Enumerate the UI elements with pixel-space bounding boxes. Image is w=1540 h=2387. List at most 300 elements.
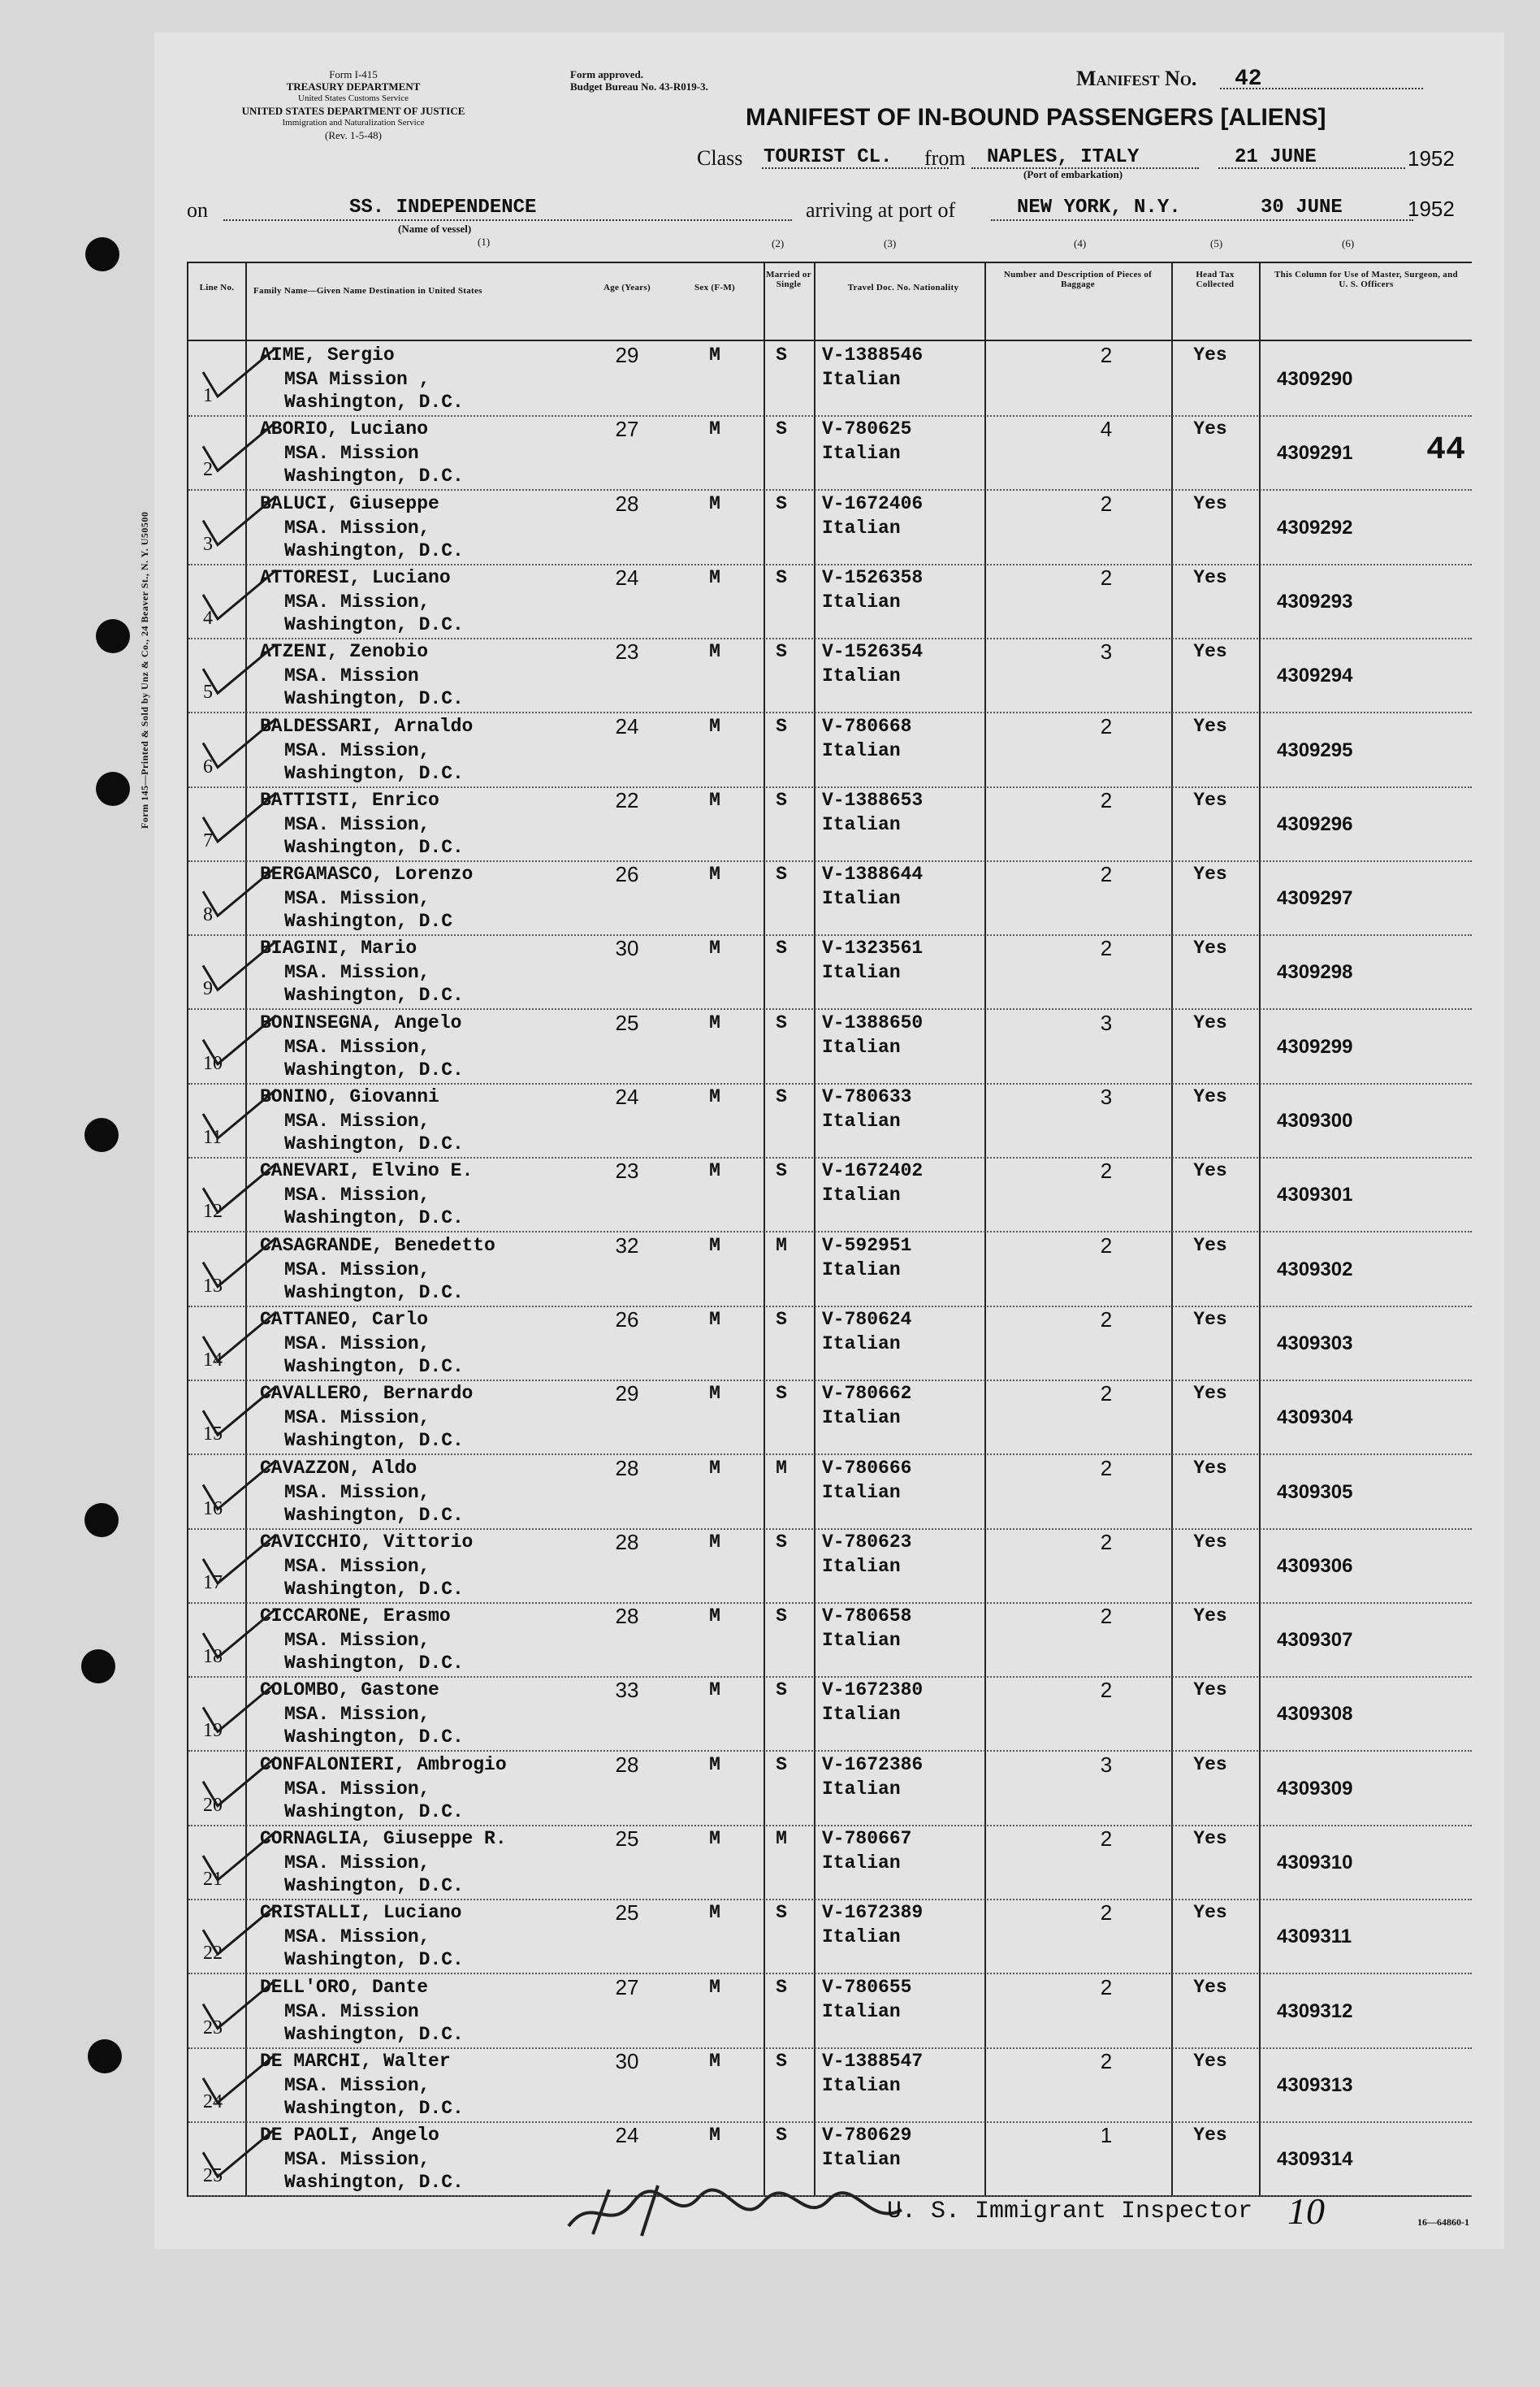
- nationality: Italian: [822, 1704, 901, 1726]
- destination-line-1: MSA. Mission,: [284, 1778, 430, 1800]
- table-row: [188, 1083, 1472, 1159]
- officer-number: 4309302: [1277, 1258, 1353, 1280]
- nationality: Italian: [822, 443, 901, 465]
- passenger-name: CAVICCHIO, Vittorio: [260, 1531, 474, 1553]
- destination-line-1: MSA. Mission,: [284, 813, 430, 835]
- passenger-sex: M: [709, 418, 720, 440]
- travel-doc-number: V-1526354: [822, 641, 924, 663]
- marital-status: S: [776, 2050, 787, 2072]
- destination-line-2: Washington, D.C.: [284, 1430, 464, 1452]
- passenger-sex: M: [709, 864, 720, 886]
- destination-line-2: Washington, D.C.: [284, 1207, 464, 1229]
- line-number: 5: [203, 682, 213, 704]
- baggage-count: 2: [1100, 1232, 1113, 1258]
- passenger-sex: M: [709, 1383, 720, 1405]
- travel-doc-number: V-1672380: [822, 1679, 924, 1701]
- destination-line-1: MSA. Mission,: [284, 2074, 430, 2096]
- baggage-count: 3: [1100, 639, 1113, 665]
- nationality: Italian: [822, 1778, 901, 1800]
- baggage-count: 2: [1100, 1159, 1113, 1184]
- baggage-count: 2: [1100, 1974, 1113, 1999]
- nationality: Italian: [822, 591, 901, 613]
- signature: [560, 2177, 910, 2246]
- head-tax: Yes: [1193, 1160, 1227, 1182]
- passenger-name: BALDESSARI, Arnaldo: [260, 715, 474, 737]
- ins-service: Immigration and Naturalization Service: [282, 118, 425, 128]
- destination-line-1: MSA. Mission,: [284, 591, 430, 613]
- passenger-sex: M: [709, 1605, 720, 1627]
- destination-line-1: MSA. Mission,: [284, 1185, 430, 1206]
- head-tax: Yes: [1193, 789, 1227, 811]
- officer-number: 4309312: [1277, 1999, 1353, 2022]
- col-num-2: (2): [772, 237, 785, 249]
- head-tax: Yes: [1193, 1234, 1227, 1256]
- table-row: [188, 1899, 1472, 1974]
- line-number: 3: [203, 533, 213, 555]
- passenger-sex: M: [709, 938, 720, 960]
- handwritten-corner-number: 44: [1426, 432, 1466, 469]
- head-tax: Yes: [1193, 1753, 1227, 1775]
- officer-number: 4309298: [1277, 961, 1353, 984]
- head-tax: Yes: [1193, 1902, 1227, 1924]
- baggage-count: 2: [1100, 1826, 1113, 1851]
- marital-status: S: [776, 715, 787, 737]
- passenger-table: [187, 262, 1472, 2197]
- destination-line-2: Washington, D.C.: [284, 1875, 464, 1896]
- destination-line-2: Washington, D.C.: [284, 1949, 464, 1971]
- passenger-name: ABORIO, Luciano: [260, 418, 429, 440]
- passenger-sex: M: [709, 789, 720, 811]
- officer-number: 4309305: [1277, 1480, 1353, 1503]
- vessel-dots: [223, 219, 792, 221]
- marital-status: S: [776, 641, 787, 663]
- table-row: [188, 1009, 1472, 1085]
- passenger-age: 25: [615, 1010, 639, 1035]
- col-header-tax: Head Tax Collected: [1196, 270, 1235, 289]
- nationality: Italian: [822, 665, 901, 687]
- passenger-sex: M: [709, 641, 720, 663]
- baggage-count: 4: [1100, 417, 1113, 442]
- form-block: [183, 68, 524, 141]
- marital-status: S: [776, 1012, 787, 1033]
- marital-status: S: [776, 1086, 787, 1107]
- passenger-sex: M: [709, 1976, 720, 1998]
- travel-doc-number: V-1526358: [822, 566, 924, 588]
- nationality: Italian: [822, 2000, 901, 2022]
- binder-hole: [96, 619, 130, 653]
- passenger-sex: M: [709, 1902, 720, 1924]
- officer-number: 4309297: [1277, 887, 1353, 910]
- marital-status: S: [776, 566, 787, 588]
- officer-number: 4309309: [1277, 1777, 1353, 1800]
- line-number: 18: [203, 1646, 223, 1668]
- passenger-age: 27: [615, 1974, 639, 1999]
- baggage-count: 2: [1100, 787, 1113, 812]
- line-number: 8: [203, 904, 213, 926]
- travel-doc-number: V-1323561: [822, 938, 924, 960]
- destination-line-2: Washington, D.C.: [284, 1504, 464, 1526]
- travel-doc-number: V-780625: [822, 418, 912, 440]
- passenger-age: 28: [615, 1455, 639, 1480]
- officer-number: 4309313: [1277, 2073, 1353, 2096]
- marital-status: M: [776, 1457, 787, 1479]
- line-number: 25: [203, 2165, 223, 2187]
- travel-doc-number: V-780655: [822, 1976, 912, 1998]
- line-number: 11: [203, 1127, 223, 1148]
- destination-line-1: MSA. Mission: [284, 443, 419, 465]
- binder-hole: [88, 2039, 122, 2073]
- baggage-count: 2: [1100, 1455, 1113, 1480]
- passenger-name: CAVALLERO, Bernardo: [260, 1383, 474, 1405]
- nationality: Italian: [822, 1555, 901, 1577]
- head-tax: Yes: [1193, 492, 1227, 514]
- port-dots: [991, 219, 1413, 221]
- marital-status: M: [776, 1828, 787, 1849]
- officer-number: 4309290: [1277, 368, 1353, 390]
- destination-line-1: MSA. Mission,: [284, 739, 430, 761]
- nationality: Italian: [822, 1481, 901, 1503]
- table-row: [188, 415, 1472, 491]
- binder-hole: [96, 772, 130, 806]
- travel-doc-number: V-780662: [822, 1383, 912, 1405]
- form-approval: [570, 68, 708, 93]
- marital-status: M: [776, 1234, 787, 1256]
- nationality: Italian: [822, 1332, 901, 1354]
- baggage-count: 2: [1100, 343, 1113, 367]
- vessel-name: SS. INDEPENDENCE: [349, 197, 537, 219]
- marital-status: S: [776, 1902, 787, 1924]
- treasury-dept: TREASURY DEPARTMENT: [286, 80, 421, 93]
- passenger-sex: M: [709, 1012, 720, 1033]
- travel-doc-number: V-780668: [822, 715, 912, 737]
- col-header-married: Married or Single: [766, 270, 811, 289]
- destination-line-2: Washington, D.C.: [284, 985, 464, 1007]
- nationality: Italian: [822, 1185, 901, 1206]
- head-tax: Yes: [1193, 1086, 1227, 1107]
- passenger-age: 24: [615, 1085, 639, 1109]
- aliens-label: [ALIENS]: [1220, 104, 1326, 131]
- destination-line-1: MSA. Mission,: [284, 1481, 430, 1503]
- baggage-count: 2: [1100, 1604, 1113, 1629]
- destination-line-2: Washington, D.C.: [284, 1726, 464, 1748]
- head-tax: Yes: [1193, 566, 1227, 588]
- table-row: [188, 1825, 1472, 1900]
- table-row: [188, 1306, 1472, 1381]
- passenger-sex: M: [709, 1234, 720, 1256]
- travel-doc-number: V-780629: [822, 2125, 912, 2147]
- nationality: Italian: [822, 1407, 901, 1429]
- head-tax: Yes: [1193, 864, 1227, 886]
- nationality: Italian: [822, 1111, 901, 1132]
- destination-line-1: MSA. Mission,: [284, 1258, 430, 1280]
- passenger-age: 24: [615, 565, 639, 590]
- marital-status: S: [776, 344, 787, 366]
- col-num-6: (6): [1342, 237, 1355, 249]
- line-number: 19: [203, 1720, 223, 1742]
- passenger-name: CRISTALLI, Luciano: [260, 1902, 462, 1924]
- officer-number: 4309295: [1277, 739, 1353, 761]
- baggage-count: 2: [1100, 936, 1113, 961]
- destination-line-2: Washington, D.C.: [284, 762, 464, 784]
- passenger-sex: M: [709, 1828, 720, 1849]
- table-row: [188, 1973, 1472, 2049]
- destination-line-1: MSA. Mission,: [284, 1111, 430, 1132]
- date-dots: [1218, 167, 1405, 169]
- handwritten-note: 10: [1287, 2190, 1325, 2232]
- line-number: 15: [203, 1423, 223, 1445]
- marital-status: S: [776, 1531, 787, 1553]
- customs-service: United States Customs Service: [298, 93, 409, 103]
- passenger-age: 25: [615, 1826, 639, 1851]
- nationality: Italian: [822, 1036, 901, 1058]
- officer-number: 4309301: [1277, 1184, 1353, 1206]
- destination-line-2: Washington, D.C.: [284, 1281, 464, 1303]
- passenger-name: COLOMBO, Gastone: [260, 1679, 439, 1701]
- officer-number: 4309296: [1277, 812, 1353, 835]
- officer-number: 4309293: [1277, 590, 1353, 613]
- col-num-5: (5): [1210, 237, 1223, 249]
- destination-line-2: Washington, D.C.: [284, 392, 464, 413]
- officer-number: 4309308: [1277, 1703, 1353, 1726]
- head-tax: Yes: [1193, 1605, 1227, 1627]
- baggage-count: 3: [1100, 1085, 1113, 1109]
- col-header-doc: Travel Doc. No. Nationality: [847, 283, 959, 292]
- nationality: Italian: [822, 1630, 901, 1652]
- passenger-sex: M: [709, 1160, 720, 1182]
- head-tax: Yes: [1193, 1976, 1227, 1998]
- travel-doc-number: V-1672389: [822, 1902, 924, 1924]
- head-tax: Yes: [1193, 1531, 1227, 1553]
- line-number: 4: [203, 607, 213, 629]
- inspector-title: U. S. Immigrant Inspector: [887, 2198, 1253, 2225]
- marital-status: S: [776, 418, 787, 440]
- nationality: Italian: [822, 517, 901, 539]
- passenger-name: CICCARONE, Erasmo: [260, 1605, 451, 1627]
- from-value: NAPLES, ITALY: [987, 146, 1140, 168]
- destination-line-2: Washington, D.C.: [284, 1578, 464, 1600]
- line-number: 12: [203, 1201, 223, 1223]
- destination-line-2: Washington, D.C.: [284, 466, 464, 487]
- officer-number: 4309311: [1277, 1926, 1352, 1948]
- col-header-officers: This Column for Use of Master, Surgeon, and U. S. Officers: [1274, 270, 1458, 289]
- travel-doc-number: V-1388547: [822, 2050, 924, 2072]
- destination-line-1: MSA. Mission,: [284, 1407, 430, 1429]
- marital-status: S: [776, 1605, 787, 1627]
- from-label: from: [924, 146, 966, 170]
- travel-doc-number: V-780623: [822, 1531, 912, 1553]
- marital-status: S: [776, 1308, 787, 1330]
- manifest-title-text: MANIFEST OF IN-BOUND PASSENGERS: [746, 104, 1214, 131]
- arrival-port: NEW YORK, N.Y.: [1017, 197, 1181, 219]
- baggage-count: 2: [1100, 862, 1113, 887]
- destination-line-1: MSA. Mission,: [284, 1926, 430, 1948]
- head-tax: Yes: [1193, 1679, 1227, 1701]
- col-header-name: Family Name—Given Name Destination in United States: [253, 286, 482, 296]
- passenger-age: 25: [615, 1900, 639, 1926]
- baggage-count: 2: [1100, 713, 1113, 739]
- marital-status: S: [776, 1679, 787, 1701]
- line-number: 23: [203, 2017, 223, 2038]
- marital-status: S: [776, 2125, 787, 2147]
- col-header-age: Age (Years): [603, 283, 651, 292]
- passenger-name: BONINO, Giovanni: [260, 1086, 439, 1107]
- destination-line-2: Washington, D.C.: [284, 539, 464, 561]
- manifest-title: [746, 104, 1326, 132]
- travel-doc-number: V-1388644: [822, 864, 924, 886]
- travel-doc-number: V-592951: [822, 1234, 912, 1256]
- passenger-age: 30: [615, 2048, 639, 2073]
- head-tax: Yes: [1193, 2050, 1227, 2072]
- passenger-age: 24: [615, 713, 639, 739]
- officer-number: 4309314: [1277, 2148, 1353, 2171]
- head-tax: Yes: [1193, 1828, 1227, 1849]
- destination-line-2: Washington, D.C: [284, 911, 453, 933]
- arrival-year: 1952: [1408, 197, 1455, 221]
- destination-line-1: MSA. Mission,: [284, 1852, 430, 1874]
- passenger-age: 30: [615, 936, 639, 961]
- passenger-name: BONINSEGNA, Angelo: [260, 1012, 462, 1033]
- form-code: 16—64860-1: [1417, 2216, 1469, 2228]
- travel-doc-number: V-780658: [822, 1605, 912, 1627]
- destination-line-2: Washington, D.C.: [284, 1133, 464, 1155]
- passenger-sex: M: [709, 492, 720, 514]
- table-row: [188, 1157, 1472, 1232]
- passenger-name: DELL'ORO, Dante: [260, 1976, 429, 1998]
- passenger-name: CANEVARI, Elvino E.: [260, 1160, 474, 1182]
- passenger-age: 33: [615, 1678, 639, 1703]
- passenger-age: 24: [615, 2123, 639, 2148]
- passenger-sex: M: [709, 1531, 720, 1553]
- line-number: 22: [203, 1943, 223, 1965]
- line-number: 20: [203, 1794, 223, 1816]
- manifest-number: 42: [1235, 67, 1262, 92]
- baggage-count: 2: [1100, 2048, 1113, 2073]
- passenger-sex: M: [709, 1308, 720, 1330]
- passenger-sex: M: [709, 1457, 720, 1479]
- class-label: Class: [697, 146, 743, 170]
- nationality: Italian: [822, 813, 901, 835]
- destination-line-2: Washington, D.C.: [284, 613, 464, 635]
- destination-line-1: MSA. Mission,: [284, 888, 430, 910]
- table-row: [188, 860, 1472, 936]
- marital-status: S: [776, 1976, 787, 1998]
- destination-line-1: MSA. Mission,: [284, 517, 430, 539]
- passenger-age: 22: [615, 787, 639, 812]
- passenger-name: ATZENI, Zenobio: [260, 641, 429, 663]
- destination-line-1: MSA. Mission,: [284, 962, 430, 984]
- binder-hole: [81, 1649, 115, 1683]
- destination-line-2: Washington, D.C.: [284, 1059, 464, 1081]
- binder-hole: [85, 237, 119, 271]
- table-row: [188, 638, 1472, 713]
- passenger-age: 28: [615, 491, 639, 516]
- departure-date: 21 JUNE: [1235, 146, 1317, 168]
- officer-number: 4309310: [1277, 1852, 1353, 1874]
- officer-number: 4309306: [1277, 1554, 1353, 1577]
- destination-line-1: MSA. Mission,: [284, 1704, 430, 1726]
- budget-bureau: Budget Bureau No. 43-R019-3.: [570, 80, 708, 93]
- line-number: 6: [203, 756, 213, 778]
- travel-doc-number: V-1672402: [822, 1160, 924, 1182]
- officer-number: 4309291: [1277, 442, 1353, 465]
- class-value: TOURIST CL.: [764, 146, 893, 168]
- baggage-count: 2: [1100, 565, 1113, 590]
- nationality: Italian: [822, 2074, 901, 2096]
- passenger-name: AIME, Sergio: [260, 344, 395, 366]
- table-row: [188, 490, 1472, 565]
- head-tax: Yes: [1193, 715, 1227, 737]
- passenger-name: BATTISTI, Enrico: [260, 789, 439, 811]
- passenger-age: 32: [615, 1232, 639, 1258]
- form-approved: Form approved.: [570, 68, 644, 80]
- col-header-sex: Sex (F-M): [694, 283, 736, 292]
- passenger-sex: M: [709, 2050, 720, 2072]
- arrival-date: 30 JUNE: [1261, 197, 1343, 219]
- passenger-sex: M: [709, 2125, 720, 2147]
- baggage-count: 2: [1100, 1678, 1113, 1703]
- line-number: 24: [203, 2090, 223, 2112]
- line-number: 17: [203, 1571, 223, 1593]
- officer-number: 4309292: [1277, 516, 1353, 539]
- on-label: on: [187, 198, 208, 222]
- baggage-count: 2: [1100, 491, 1113, 516]
- table-row: [188, 786, 1472, 862]
- binder-hole: [84, 1118, 119, 1152]
- head-tax: Yes: [1193, 1012, 1227, 1033]
- departure-year: 1952: [1408, 146, 1455, 171]
- passenger-name: CASAGRANDE, Benedetto: [260, 1234, 495, 1256]
- passenger-name: CAVAZZON, Aldo: [260, 1457, 417, 1479]
- col-num-3: (3): [884, 237, 897, 249]
- table-row: [188, 1454, 1472, 1530]
- nationality: Italian: [822, 962, 901, 984]
- passenger-name: BERGAMASCO, Lorenzo: [260, 864, 474, 886]
- marital-status: S: [776, 938, 787, 960]
- head-tax: Yes: [1193, 1383, 1227, 1405]
- table-row: [188, 2047, 1472, 2123]
- officer-number: 4309304: [1277, 1406, 1353, 1429]
- destination-line-1: MSA. Mission,: [284, 1036, 430, 1058]
- passenger-sex: M: [709, 566, 720, 588]
- passenger-name: DE PAOLI, Angelo: [260, 2125, 439, 2147]
- passenger-name: ATTORESI, Luciano: [260, 566, 451, 588]
- line-number: 21: [203, 1869, 223, 1890]
- marital-status: S: [776, 492, 787, 514]
- destination-line-2: Washington, D.C.: [284, 1653, 464, 1674]
- travel-doc-number: V-1388650: [822, 1012, 924, 1033]
- passenger-age: 28: [615, 1604, 639, 1629]
- destination-line-1: MSA. Mission,: [284, 1332, 430, 1354]
- travel-doc-number: V-780624: [822, 1308, 912, 1330]
- line-number: 9: [203, 978, 213, 1000]
- destination-line-1: MSA. Mission: [284, 2000, 419, 2022]
- side-margin-note: Form 145—Printed & Sold by Unz & Co., 24 Beaver St., N. Y. U50500: [139, 511, 150, 829]
- signature-scribble: [560, 2177, 910, 2242]
- vessel-caption: (Name of vessel): [398, 223, 472, 235]
- travel-doc-number: V-780667: [822, 1828, 912, 1849]
- table-row: [188, 1528, 1472, 1604]
- nationality: Italian: [822, 739, 901, 761]
- table-row: [188, 1232, 1472, 1307]
- passenger-age: 29: [615, 1381, 639, 1406]
- destination-line-2: Washington, D.C.: [284, 2097, 464, 2119]
- baggage-count: 2: [1100, 1381, 1113, 1406]
- passenger-name: DE MARCHI, Walter: [260, 2050, 451, 2072]
- table-row: [188, 1751, 1472, 1826]
- table-row: [188, 1602, 1472, 1678]
- travel-doc-number: V-1672406: [822, 492, 924, 514]
- passenger-name: CORNAGLIA, Giuseppe R.: [260, 1828, 507, 1849]
